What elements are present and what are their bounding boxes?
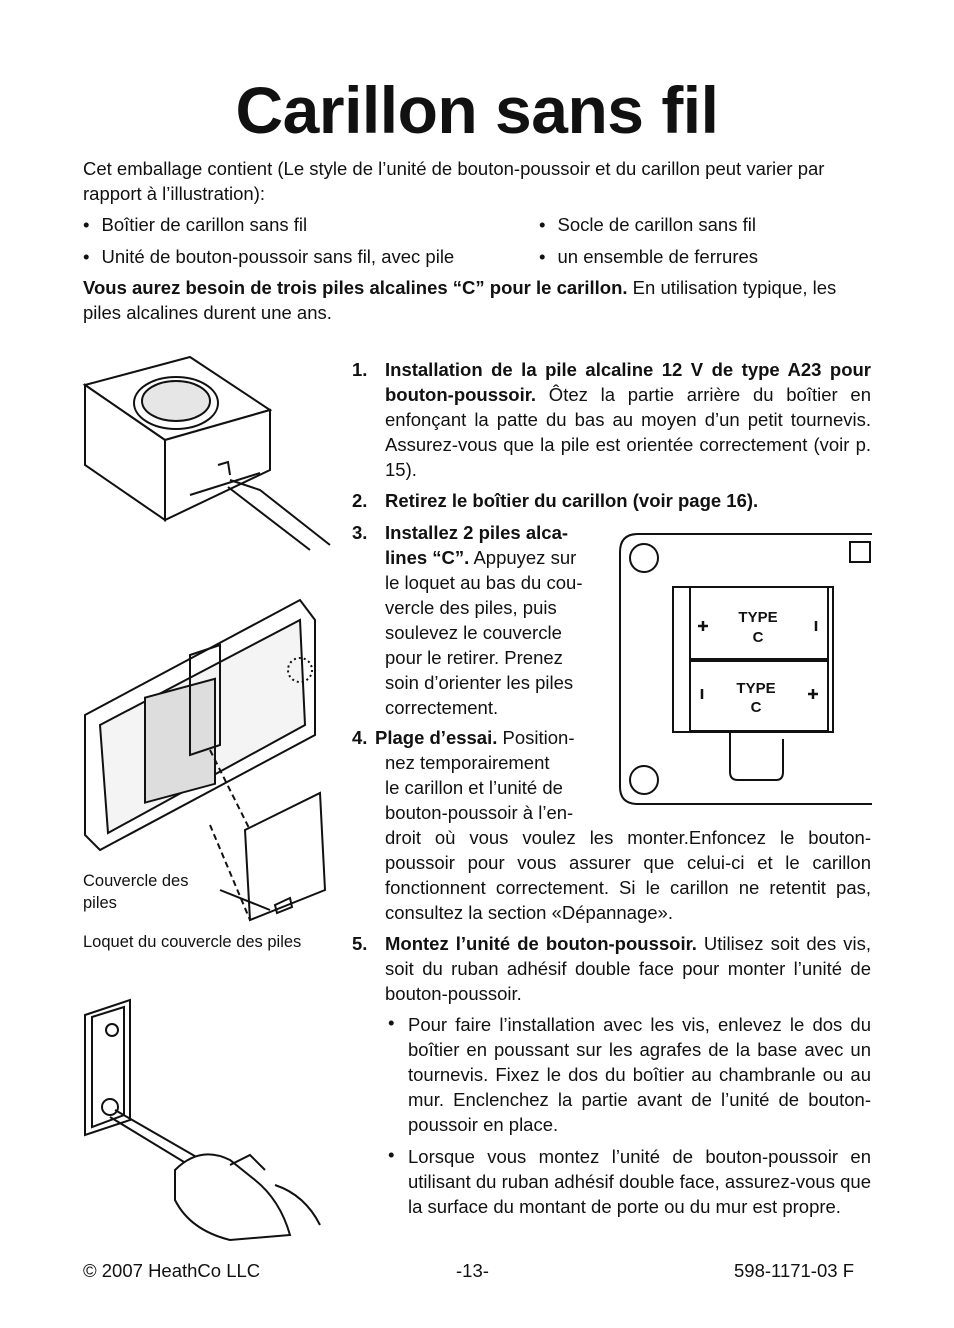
battery-1-type-label: TYPE <box>738 609 778 626</box>
step-2-text: Retirez le boîtier du carillon (voir page 16). <box>385 490 759 511</box>
page-title: Carillon sans fil <box>235 73 719 147</box>
sub-bullet-2-marker: • <box>388 1144 395 1165</box>
push-button-illustration <box>80 355 340 555</box>
step-3-text: Installez 2 piles alca- lines “C”. Appuyez sur le loquet au bas du cou- vercle des piles, puis soulevez le couvercle pour le retirer. Prenez soin d’orienter les piles correctement. <box>385 522 583 718</box>
sub-bullet-2: Lorsque vous montez l’unité de bouton-poussoir en utilisant du ruban adhésif double face, assurez-vous que la surface du montant de porte ou du mur est propre. <box>408 1146 871 1217</box>
battery-compartment-illustration <box>618 532 872 807</box>
step-1-number: 1. <box>352 359 368 380</box>
contents-item-1: • Boîtier de carillon sans fil <box>83 212 307 237</box>
footer-doc-number: 598-1171-03 F <box>734 1260 854 1281</box>
battery-1-size-label: C <box>752 629 764 646</box>
step-5-number: 5. <box>352 933 368 954</box>
sub-bullet-1-marker: • <box>388 1012 395 1033</box>
contents-item-2: • Socle de carillon sans fil <box>539 212 756 237</box>
step-1-text: Installation de la pile alcaline 12 V de type A23 pour bouton-poussoir. Ôtez la partie arrière du boîtier en enfonçant la patte du bas au moyen d’un petit tournevis. Assurez-vous que la pile est orientée correctement (voir p. 15). <box>385 359 871 480</box>
battery-2-size-label: C <box>750 699 762 716</box>
footer-copyright: © 2007 HeathCo LLC <box>83 1260 261 1281</box>
contents-item-4: • un ensemble de ferrures <box>539 244 758 269</box>
contents-item-3: • Unité de bouton-poussoir sans fil, avec pile <box>83 244 454 269</box>
intro-text: Cet emballage contient (Le style de l’unité de bouton-poussoir et du carillon peut varier par rapport à l’illustration): <box>83 158 825 204</box>
battery-note: Vous aurez besoin de trois piles alcalines “C” pour le carillon. En utilisation typique, les piles alcalines durent une ans. <box>83 277 837 323</box>
sub-bullet-1: Pour faire l’installation avec les vis, enlevez le dos du boîtier en poussant sur les agrafes de la base avec un tournevis. Fixez le dos du boîtier au chambranle ou au mur. Enclenchez la partie avant de l’unité de bouton-poussoir en place. <box>408 1014 871 1135</box>
step-5-text: Montez l’unité de bouton-poussoir. Utilisez soit des vis, soit du ruban adhésif double face pour monter l’unité de bouton-poussoir. <box>385 933 871 1004</box>
step-4-continued: droit où vous voulez les monter.Enfoncez le bouton-poussoir pour vous assurer que celui-ci et le carillon fonctionnent correctement. Si le carillon ne retentit pas, consultez la section «Dépannage». <box>385 827 871 923</box>
step-3-number: 3. <box>352 522 368 543</box>
battery-cover-caption: Couvercle des piles <box>83 872 189 912</box>
battery-2-type-label: TYPE <box>736 680 776 697</box>
step-2-number: 2. <box>352 490 368 511</box>
step-4-number: 4. <box>352 727 368 748</box>
chime-housing-illustration <box>80 595 340 925</box>
battery-latch-caption: Loquet du couvercle des piles <box>83 933 302 951</box>
step-4-text: Plage d’essai. Position- nez temporairement le carillon et l’unité de bouton-poussoir à l’en- <box>375 727 575 823</box>
footer-page-number: -13- <box>456 1260 489 1281</box>
mounting-illustration <box>80 995 340 1250</box>
